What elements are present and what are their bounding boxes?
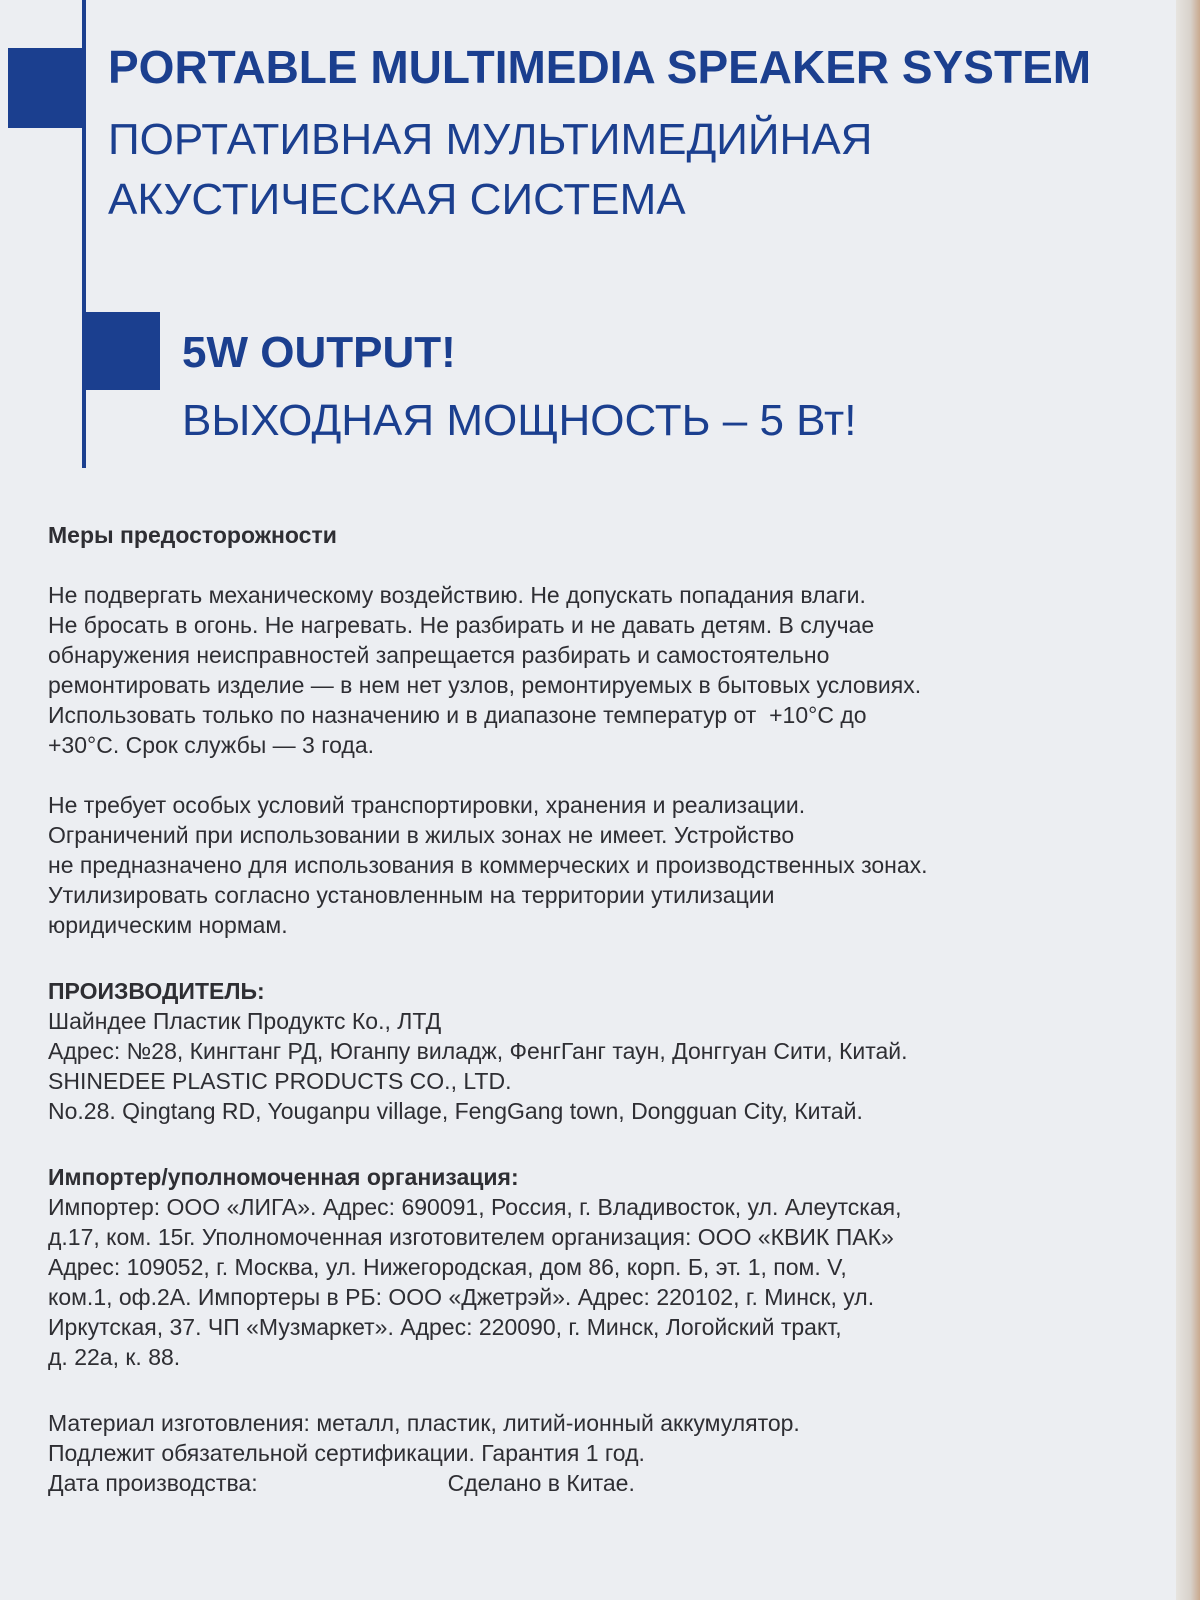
text-line: не предназначено для использования в коммерческих и производственных зонах. [48,852,928,878]
importer-details [48,1192,1158,1372]
text-line: Адрес: №28, Кингтанг РД, Юганпу виладж, ФенгГанг таун, Донггуан Сити, Китай. [48,1038,908,1064]
accent-square-top [8,48,82,128]
text-line: юридическим нормам. [48,912,288,938]
text-line: д. 22а, к. 88. [48,1344,181,1370]
precautions-paragraph-2 [48,790,1158,940]
text-line: ком.1, оф.2А. Импортеры в РБ: ООО «Джетрэй». Адрес: 220102, г. Минск, ул. [48,1284,875,1310]
text-line: д.17, ком. 15г. Уполномоченная изготовителем организация: ООО «КВИК ПАК» [48,1224,894,1250]
output-power-ru: ВЫХОДНАЯ МОЩНОСТЬ – 5 Вт! [182,396,857,445]
product-title-ru-line: АКУСТИЧЕСКАЯ СИСТЕМА [108,175,686,224]
text-line: Не бросать в огонь. Не нагревать. Не разбирать и не давать детям. В случае [48,612,875,638]
precautions-paragraph-1 [48,580,1158,760]
text-line: Адрес: 109052, г. Москва, ул. Нижегородская, дом 86, корп. Б, эт. 1, пом. V, [48,1254,847,1280]
certification-line: Подлежит обязательной сертификации. Гарантия 1 год. [48,1440,645,1466]
product-title-ru-line: ПОРТАТИВНАЯ МУЛЬТИМЕДИЙНАЯ [108,115,873,164]
text-line: Шайндее Пластик Продуктс Ко., ЛТД [48,1008,442,1034]
manufacturer-heading: ПРОИЗВОДИТЕЛЬ: [48,978,265,1004]
text-line: обнаружения неисправностей запрещается разбирать и самостоятельно [48,642,830,668]
text-line: Использовать только по назначению и в диапазоне температур от +10°С до [48,702,867,728]
footer-info [48,1408,1158,1498]
instructions-block [48,520,1158,1498]
made-in-label: Сделано в Китае. [447,1470,635,1496]
text-line: SHINEDEE PLASTIC PRODUCTS CO., LTD. [48,1068,512,1094]
text-line: +30°С. Срок службы — 3 года. [48,732,375,758]
accent-square-middle [86,312,160,390]
output-power-en: 5W OUTPUT! [182,328,456,377]
text-line: Не требует особых условий транспортировки, хранения и реализации. [48,792,806,818]
importer-heading: Импортер/уполномоченная организация: [48,1164,519,1190]
text-line: Иркутская, 37. ЧП «Музмаркет». Адрес: 220090, г. Минск, Логойский тракт, [48,1314,842,1340]
text-line: Утилизировать согласно установленным на территории утилизации [48,882,775,908]
text-line: ремонтировать изделие — в нем нет узлов, ремонтируемых в бытовых условиях. [48,672,922,698]
production-date-row [48,1468,1158,1498]
material-line: Материал изготовления: металл, пластик, литий-ионный аккумулятор. [48,1410,800,1436]
box-edge [1176,0,1200,1600]
text-line: Не подвергать механическому воздействию. Не допускать попадания влаги. [48,582,866,608]
product-title-en: PORTABLE MULTIMEDIA SPEAKER SYSTEM [108,41,1092,93]
accent-vertical-line [82,0,86,468]
precautions-heading: Меры предосторожности [48,522,337,548]
text-line: Импортер: ООО «ЛИГА». Адрес: 690091, Россия, г. Владивосток, ул. Алеутская, [48,1194,902,1220]
text-line: No.28. Qingtang RD, Youganpu village, FengGang town, Dongguan City, Китай. [48,1098,863,1124]
text-line: Ограничений при использовании в жилых зонах не имеет. Устройство [48,822,795,848]
product-title-ru [108,110,1008,230]
manufacturer-details [48,1006,1158,1126]
production-date-label: Дата производства: [48,1470,258,1496]
